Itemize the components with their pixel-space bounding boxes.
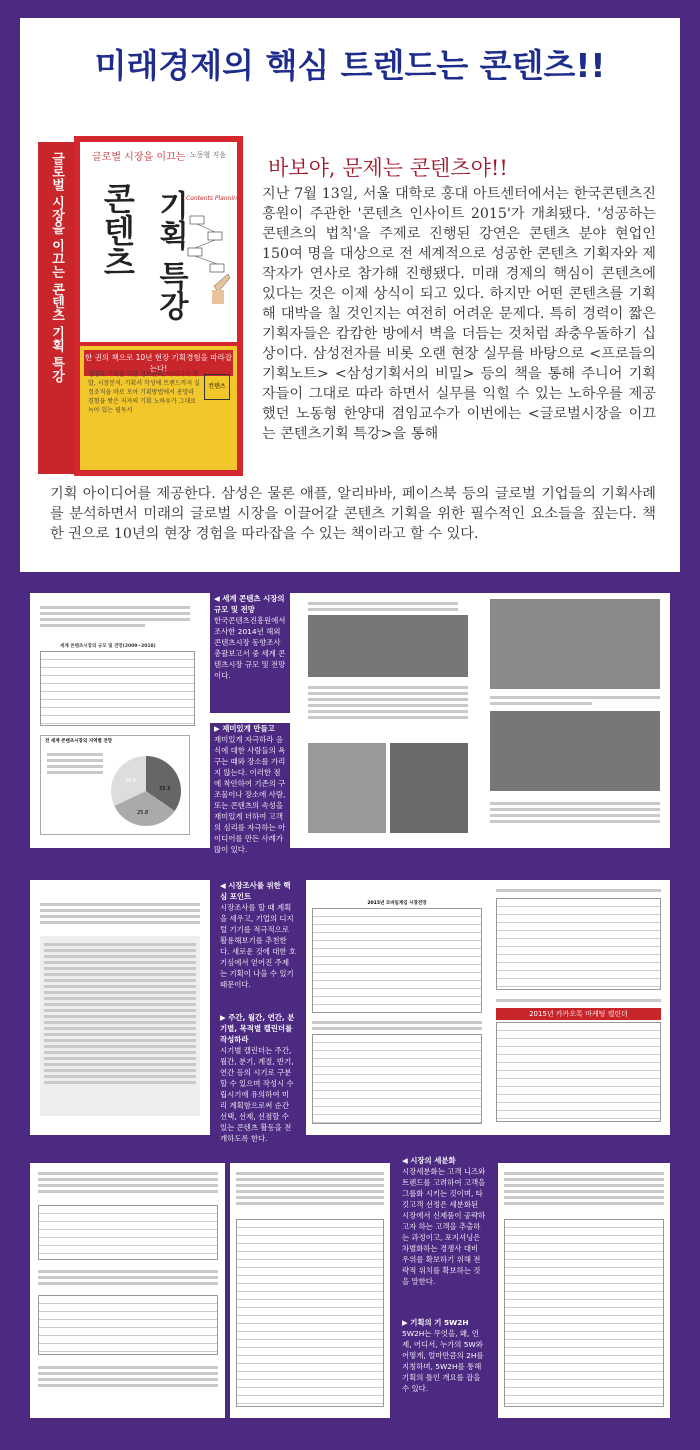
intro-paragraph-continued: 기획 아이디어를 제공한다. 삼성은 물론 애플, 알리바바, 페이스북 등의 글로벌 기업들의 기획사례를 분석하면서 미래의 글로벌 시장을 이끌어갈 콘텐츠 기획을 위한 필수적인 요소들을 짚는다. 책 한 권으로 10년의 현장 경험을 따라잡을 수 있는 책이라고 할 수 있다.	[50, 486, 656, 542]
body-text-lines	[236, 1169, 384, 1208]
book-spine	[38, 142, 74, 474]
callout-world-market	[210, 593, 290, 713]
body-text-lines	[308, 683, 468, 722]
cover-slogan: 한 권의 책으로 10년 현장 기획경험을 따라잡는다!	[84, 350, 233, 376]
cover-title-a: 콘텐츠	[98, 182, 137, 278]
photo-car	[308, 615, 468, 677]
callout-text: 한국콘텐츠진흥원에서 조사한 2014년 해외 콘텐츠시장 동향조사 총괄보고서 중 세계 콘텐츠시장 규모 및 전망이다.	[214, 616, 286, 680]
callout-text: 시장조사를 할 때 계획을 세우고, 기업의 디지털 기기를 적극적으로 활용해보기를 추천한다. 새로운 것에 대한 호기심에서 얻어진 주제는 기획이 나을 수 있기 때문이다.	[220, 903, 297, 989]
table-title: 2015년 모바일게임 시장전망	[367, 901, 427, 906]
cover-bottom	[80, 346, 237, 470]
callout-5w2h	[398, 1317, 490, 1421]
marketing-proposal-table	[312, 1034, 482, 1124]
cover-subtitle: 글로벌 시장을 이끄는	[92, 152, 186, 163]
callout-market-research	[216, 880, 300, 1002]
callout-text: 시기별 캘린더는 주간, 월간, 분기, 계절, 반기, 연간 등의 시기로 구분할 수 있으며 작성시 수립시기에 유의하여 미리 계획함으로써 순간 선택, 선제, 선점할 수 있는 콘텐츠 활동을 전개하도록 한다.	[220, 1046, 294, 1143]
body-text-lines	[40, 900, 200, 927]
intro-panel	[20, 18, 680, 572]
body-text-lines	[38, 1169, 218, 1196]
spread-2	[20, 872, 680, 1142]
hand-text: Contents Planning	[186, 195, 241, 202]
hand-drawing-icon	[184, 186, 241, 306]
body-text-lines	[490, 799, 660, 826]
spine-text: 글로벌 시장을 이끄는 콘텐츠 기획 특강	[49, 152, 64, 383]
market-size-table	[40, 651, 195, 726]
headline: 미래경제의 핵심 트렌드는 콘텐츠!!	[94, 46, 606, 85]
5w2h-table-right	[504, 1219, 664, 1407]
body-text-lines	[38, 1363, 218, 1390]
pie-value-3: 25.8	[137, 810, 149, 816]
publisher-logo: 컨텐츠	[204, 374, 230, 400]
pie-chart-box	[40, 735, 190, 835]
book-cover	[38, 136, 243, 476]
pie-value-1: 34.6	[125, 778, 137, 784]
photo-sculpture	[490, 711, 660, 791]
body-text-lines	[308, 599, 458, 614]
callout-title: ◀ 세계 콘텐츠 시장의 규모 및 전망	[214, 594, 285, 614]
body-text-lines	[312, 1018, 482, 1033]
calendar-banner: 2015년 카카오톡 마케팅 캘린더	[496, 1008, 661, 1020]
photo-billboard	[308, 743, 386, 833]
body-text-lines	[496, 996, 661, 1005]
monthly-calendar-table	[496, 898, 661, 990]
spread-3-left-page	[30, 1163, 225, 1418]
body-text-lines	[490, 693, 660, 708]
spread-1	[20, 585, 680, 860]
spread-3	[20, 1155, 680, 1427]
cover-title-b: 기획 특강	[153, 190, 188, 321]
callout-title: ▶ 기획의 기 5W2H	[402, 1318, 469, 1327]
kakao-calendar-table	[496, 1022, 661, 1122]
book-front	[74, 136, 243, 476]
targeting-table	[38, 1295, 218, 1355]
callout-title: ▶ 재미있게 만들고	[214, 724, 275, 733]
pie-legend	[47, 750, 103, 777]
spread-2-right-page	[306, 880, 670, 1135]
callout-text: 재미있게 자극하라 음식에 대한 사람들의 욕구는 때와 장소를 가리지 않는다. 이러한 점에 착안하여 기존의 구조물이나 장소에 사람, 또는 콘텐츠의 속성을 재미있게 더하여 고객의 심리를 자극하는 아이디어를 만든 사례가 많이 있다.	[214, 735, 286, 854]
pie-value-2: 33.3	[159, 786, 171, 792]
callout-calendar	[216, 1012, 300, 1143]
5w2h-table-left	[236, 1219, 384, 1407]
spread-1-right-page	[300, 593, 670, 848]
pie-title: 전 세계 콘텐츠시장의 지역별 전망	[45, 739, 113, 744]
body-text-lines	[38, 1267, 218, 1288]
cover-author: 노동형 지음	[190, 151, 227, 159]
game-market-table	[312, 908, 482, 1013]
segmentation-table	[38, 1205, 218, 1260]
callout-title: ▶ 주간, 월간, 연간, 분기별, 목적별 캘린더를 작성하라	[220, 1013, 295, 1044]
callout-title: ◀ 시장의 세분화	[402, 1156, 456, 1165]
photo-building	[490, 599, 660, 689]
intro-paragraph: 지난 7월 13일, 서울 대학로 홍대 아트센터에서는 한국콘텐츠진흥원이 주관한 '콘텐츠 인사이트 2015'가 개최됐다. '성공하는 콘텐츠의 법칙'을 주제로 진행된 강연은 콘텐츠 분야 현업인 150여 명을 대상으로 전 세계적으로 성공한 콘텐츠 기획자와 제작자가 연사로 참가해 진행됐다. 미래 경제의 핵심이 콘텐츠에 있다는 것은 이제 상식이 되고 있다. 하지만 어떤 콘텐츠를 기획해 대박을 칠 것인지는 여전히 어려운 문제다. 특히 경력이 짧은 기획자들은 캄캄한 방에서 벽을 더듬는 것처럼 좌충우돌하기 십상이다. 삼성전자를 비롯 오랜 현장 실무를 바탕으로 <프로들의 기획노트> <삼성기획서의 비밀> 등의 책을 통해 주니어 기획자들이 그대로 따라 하면서 실무를 익힐 수 있는 노하우를 제공했던 노동형 한양대 겸임교수가 이번에는 <글로벌시장을 이끄는 콘텐츠기획 특강>을 통해	[262, 186, 656, 442]
spread-3-right-page	[498, 1163, 670, 1418]
sub-headline: 바보야, 문제는 콘텐츠야!!	[268, 156, 508, 180]
body-text-lines	[504, 1169, 664, 1208]
callout-text: 시장세분화는 고객 니즈와 트렌드를 고려하여 고객을 그룹화 시키는 것이며, 타깃고객 선정은 세분화된 시장에서 신제품이 공략하고자 하는 고객을 추출하는 과정이고, 포지셔닝은 차별화하는 경쟁사 대비 우위를 확보하기 위해 전략적 위치를 확보하는 것을 말한다.	[402, 1167, 486, 1286]
callout-fun-content	[210, 723, 290, 854]
cover-top	[80, 142, 241, 342]
callout-title: ◀ 시장조사를 위한 핵심 포인트	[220, 881, 291, 901]
checklist-box	[40, 936, 200, 1116]
spread-3-middle-page	[230, 1163, 390, 1418]
cover-description: 경영과 기획을 위한 정보관리, 아이디어 개발, 시장분석, 기획서 작성에 트렌드까지 실정조직을 바로 모아 기획방법에서 총망라 경험을 쌓은 저자의 기획 노하우가 그대로 녹아 있는 필독서	[88, 371, 200, 414]
spread-2-left-page	[30, 880, 210, 1135]
callout-segmentation	[398, 1155, 490, 1305]
body-text-lines	[496, 886, 661, 895]
table-title: 세계 콘텐츠시장의 규모 및 전망(2009~2018)	[60, 644, 156, 649]
body-text-lines	[40, 603, 190, 630]
photo-street	[390, 743, 468, 833]
callout-text: 5W2H는 무엇을, 왜, 언제, 어디서, 누가의 5W와 어떻게, 얼마만큼의 2H를 지칭하며, 5W2H를 통해 기획의 틀인 개요를 잡을 수 있다.	[402, 1329, 484, 1393]
